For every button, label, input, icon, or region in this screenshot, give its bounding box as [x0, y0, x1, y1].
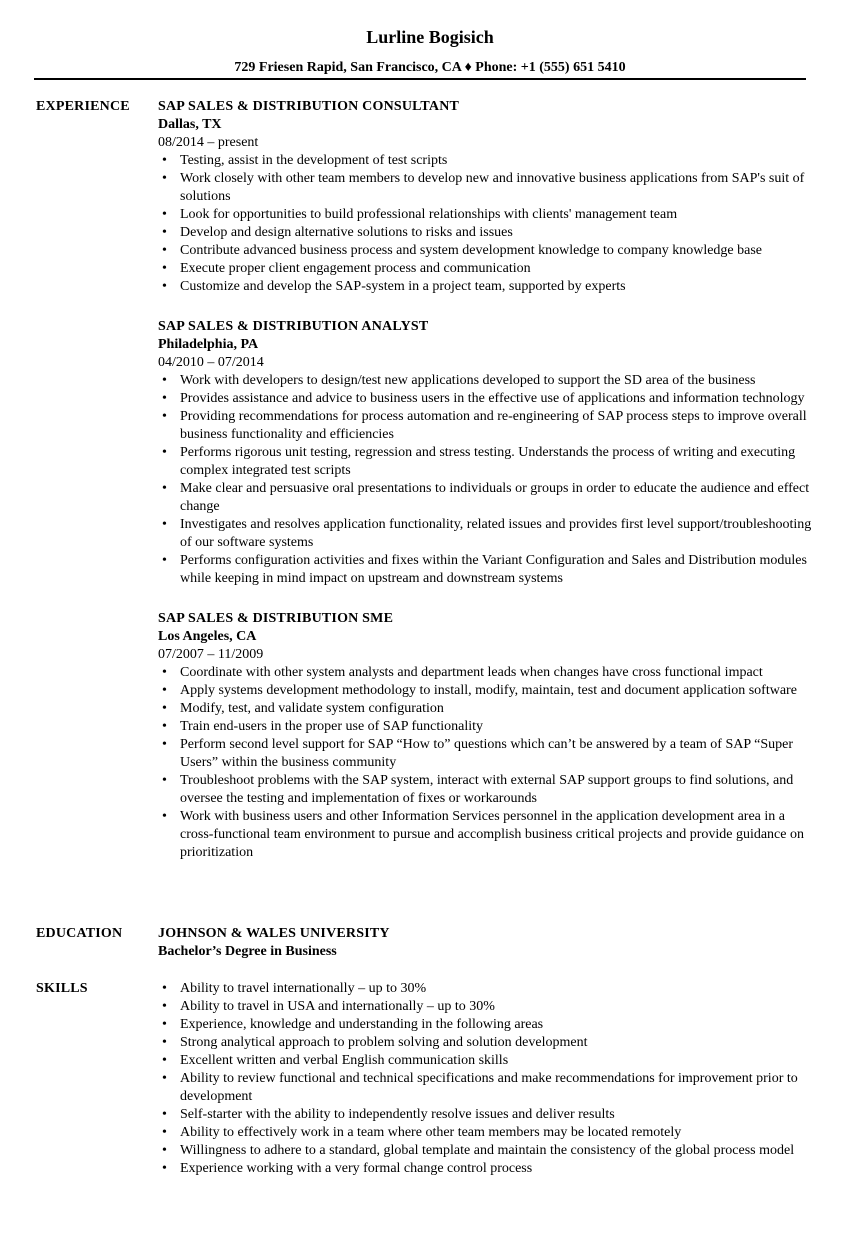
job-title: SAP SALES & DISTRIBUTION ANALYST	[158, 319, 429, 334]
list-item: • Willingness to adhere to a standard, global template and maintain the consistency of the global process model	[158, 1142, 818, 1160]
contact-line: 729 Friesen Rapid, San Francisco, CA ♦ Phone: +1 (555) 651 5410	[234, 60, 626, 75]
list-item: • Ability to travel in USA and internationally – up to 30%	[158, 998, 818, 1016]
list-item: • Apply systems development methodology to install, modify, maintain, test and document application software	[158, 682, 818, 700]
job-bullets	[158, 372, 818, 588]
list-item: • Customize and develop the SAP-system in a project team, supported by experts	[158, 278, 818, 296]
candidate-name: Lurline Bogisich	[366, 27, 494, 47]
list-item: • Work with business users and other Information Services personnel in the application development area in a cross-functional team environment to pursue and accomplish business critical projects and provide guidance on prioritization	[158, 808, 818, 862]
list-item: • Perform second level support for SAP “How to” questions which can’t be answered by a team of SAP “Super Users” within the business community	[158, 736, 818, 772]
job-bullets	[158, 664, 818, 862]
section-label-skills: SKILLS	[36, 981, 88, 996]
job-dates: 04/2010 – 07/2014	[158, 355, 264, 370]
list-item: • Strong analytical approach to problem solving and solution development	[158, 1034, 818, 1052]
section-label-experience: EXPERIENCE	[36, 99, 130, 114]
list-item: • Excellent written and verbal English communication skills	[158, 1052, 818, 1070]
list-item: • Ability to travel internationally – up to 30%	[158, 980, 818, 998]
list-item: • Troubleshoot problems with the SAP system, interact with external SAP support groups to find solutions, and oversee the testing and implementation of fixes or workarounds	[158, 772, 818, 808]
experience-body	[158, 98, 818, 862]
skills-list	[158, 980, 818, 1178]
job-entry	[158, 610, 818, 862]
list-item: • Ability to effectively work in a team where other team members may be located remotely	[158, 1124, 818, 1142]
degree: Bachelor’s Degree in Business	[158, 944, 337, 959]
job-bullets	[158, 152, 818, 296]
list-item: • Coordinate with other system analysts and department leads when changes have cross functional impact	[158, 664, 818, 682]
list-item: • Develop and design alternative solutions to risks and issues	[158, 224, 818, 242]
education-body	[158, 925, 818, 961]
list-item: • Performs configuration activities and fixes within the Variant Configuration and Sales and Distribution modules while keeping in mind impact on upstream and downstream systems	[158, 552, 818, 588]
job-entry	[158, 318, 818, 588]
list-item: • Performs rigorous unit testing, regression and stress testing. Understands the process of writing and executing complex integrated test scripts	[158, 444, 818, 480]
job-title: SAP SALES & DISTRIBUTION CONSULTANT	[158, 99, 460, 114]
job-dates: 07/2007 – 11/2009	[158, 647, 264, 662]
list-item: • Execute proper client engagement process and communication	[158, 260, 818, 278]
section-label-education: EDUCATION	[36, 926, 123, 941]
skills-body	[158, 980, 818, 1178]
list-item: • Experience, knowledge and understanding in the following areas	[158, 1016, 818, 1034]
list-item: • Investigates and resolves application functionality, related issues and provides first level support/troubleshooting of our software systems	[158, 516, 818, 552]
list-item: • Make clear and persuasive oral presentations to individuals or groups in order to educate the audience and effect change	[158, 480, 818, 516]
list-item: • Ability to review functional and technical specifications and make recommendations for improvement prior to development	[158, 1070, 818, 1106]
job-dates: 08/2014 – present	[158, 135, 259, 150]
job-location: Los Angeles, CA	[158, 629, 257, 644]
job-location: Philadelphia, PA	[158, 337, 259, 352]
job-location: Dallas, TX	[158, 117, 222, 132]
list-item: • Experience working with a very formal change control process	[158, 1160, 818, 1178]
list-item: • Testing, assist in the development of test scripts	[158, 152, 818, 170]
job-title: SAP SALES & DISTRIBUTION SME	[158, 611, 394, 626]
school-name: JOHNSON & WALES UNIVERSITY	[158, 926, 390, 941]
list-item: • Modify, test, and validate system configuration	[158, 700, 818, 718]
list-item: • Work closely with other team members to develop new and innovative business applications from SAP's suit of solutions	[158, 170, 818, 206]
header-divider	[34, 78, 806, 80]
list-item: • Look for opportunities to build professional relationships with clients' management team	[158, 206, 818, 224]
list-item: • Work with developers to design/test new applications developed to support the SD area of the business	[158, 372, 818, 390]
list-item: • Providing recommendations for process automation and re-engineering of SAP process steps to improve overall business functionality and efficiencies	[158, 408, 818, 444]
list-item: • Contribute advanced business process and system development knowledge to company knowledge base	[158, 242, 818, 260]
list-item: • Train end-users in the proper use of SAP functionality	[158, 718, 818, 736]
job-entry	[158, 98, 818, 296]
list-item: • Self-starter with the ability to independently resolve issues and deliver results	[158, 1106, 818, 1124]
list-item: • Provides assistance and advice to business users in the effective use of applications and information technology	[158, 390, 818, 408]
